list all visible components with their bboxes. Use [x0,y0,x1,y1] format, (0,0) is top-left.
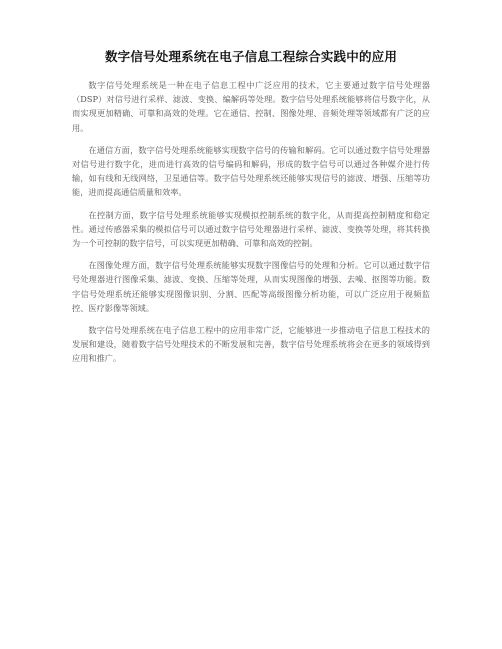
paragraph-conclusion: 数字信号处理系统在电子信息工程中的应用非常广泛，它能够进一步推动电子信息工程技术的发展和建设，随着数字信号处理技术的不断发展和完善，数字信号处理系统将会在更多的领域得到应用和推广。 [72,325,430,364]
paragraph-communication: 在通信方面，数字信号处理系统能够实现数字信号的传输和解码。它可以通过数字信号处理器对信号进行数字化，进而进行高效的信号编码和解码，形成的数字信号可以通过各种媒介进行传输，如有线和无线网络，卫星通信等。数字信号处理系统还能够实现信号的滤波、增强、压缩等功能，进而提高通信质量和效率。 [72,144,430,198]
paragraph-control: 在控制方面，数字信号处理系统能够实现模拟控制系统的数字化，从而提高控制精度和稳定性。通过传感器采集的模拟信号可以通过数字信号处理器进行采样、滤波、变换等处理，将其转换为一个可控制的数字信号，可以实现更加精确、可靠和高效的控制。 [72,209,430,249]
document-title: 数字信号处理系统在电子信息工程综合实践中的应用 [104,49,398,64]
paragraph-image-processing: 在图像处理方面，数字信号处理系统能够实现数字图像信号的处理和分析。它可以通过数字信号处理器进行图像采集、滤波、变换、压缩等处理，从而实现图像的增强、去噪、抠图等功能。数字信号处理系统还能够实现图像识别、分割、匹配等高级图像分析功能，可以广泛应用于视频监控、医疗影像等领域。 [72,260,430,313]
paragraph-intro: 数字信号处理系统是一种在电子信息工程中广泛应用的技术，它主要通过数字信号处理器（DSP）对信号进行采样、滤波、变换、编解码等处理。数字信号处理系统能够将信号数字化，从而实现更加精确、可靠和高效的处理。它在通信、控制、图像处理、音频处理等领域都有广泛的应用。 [72,80,430,133]
